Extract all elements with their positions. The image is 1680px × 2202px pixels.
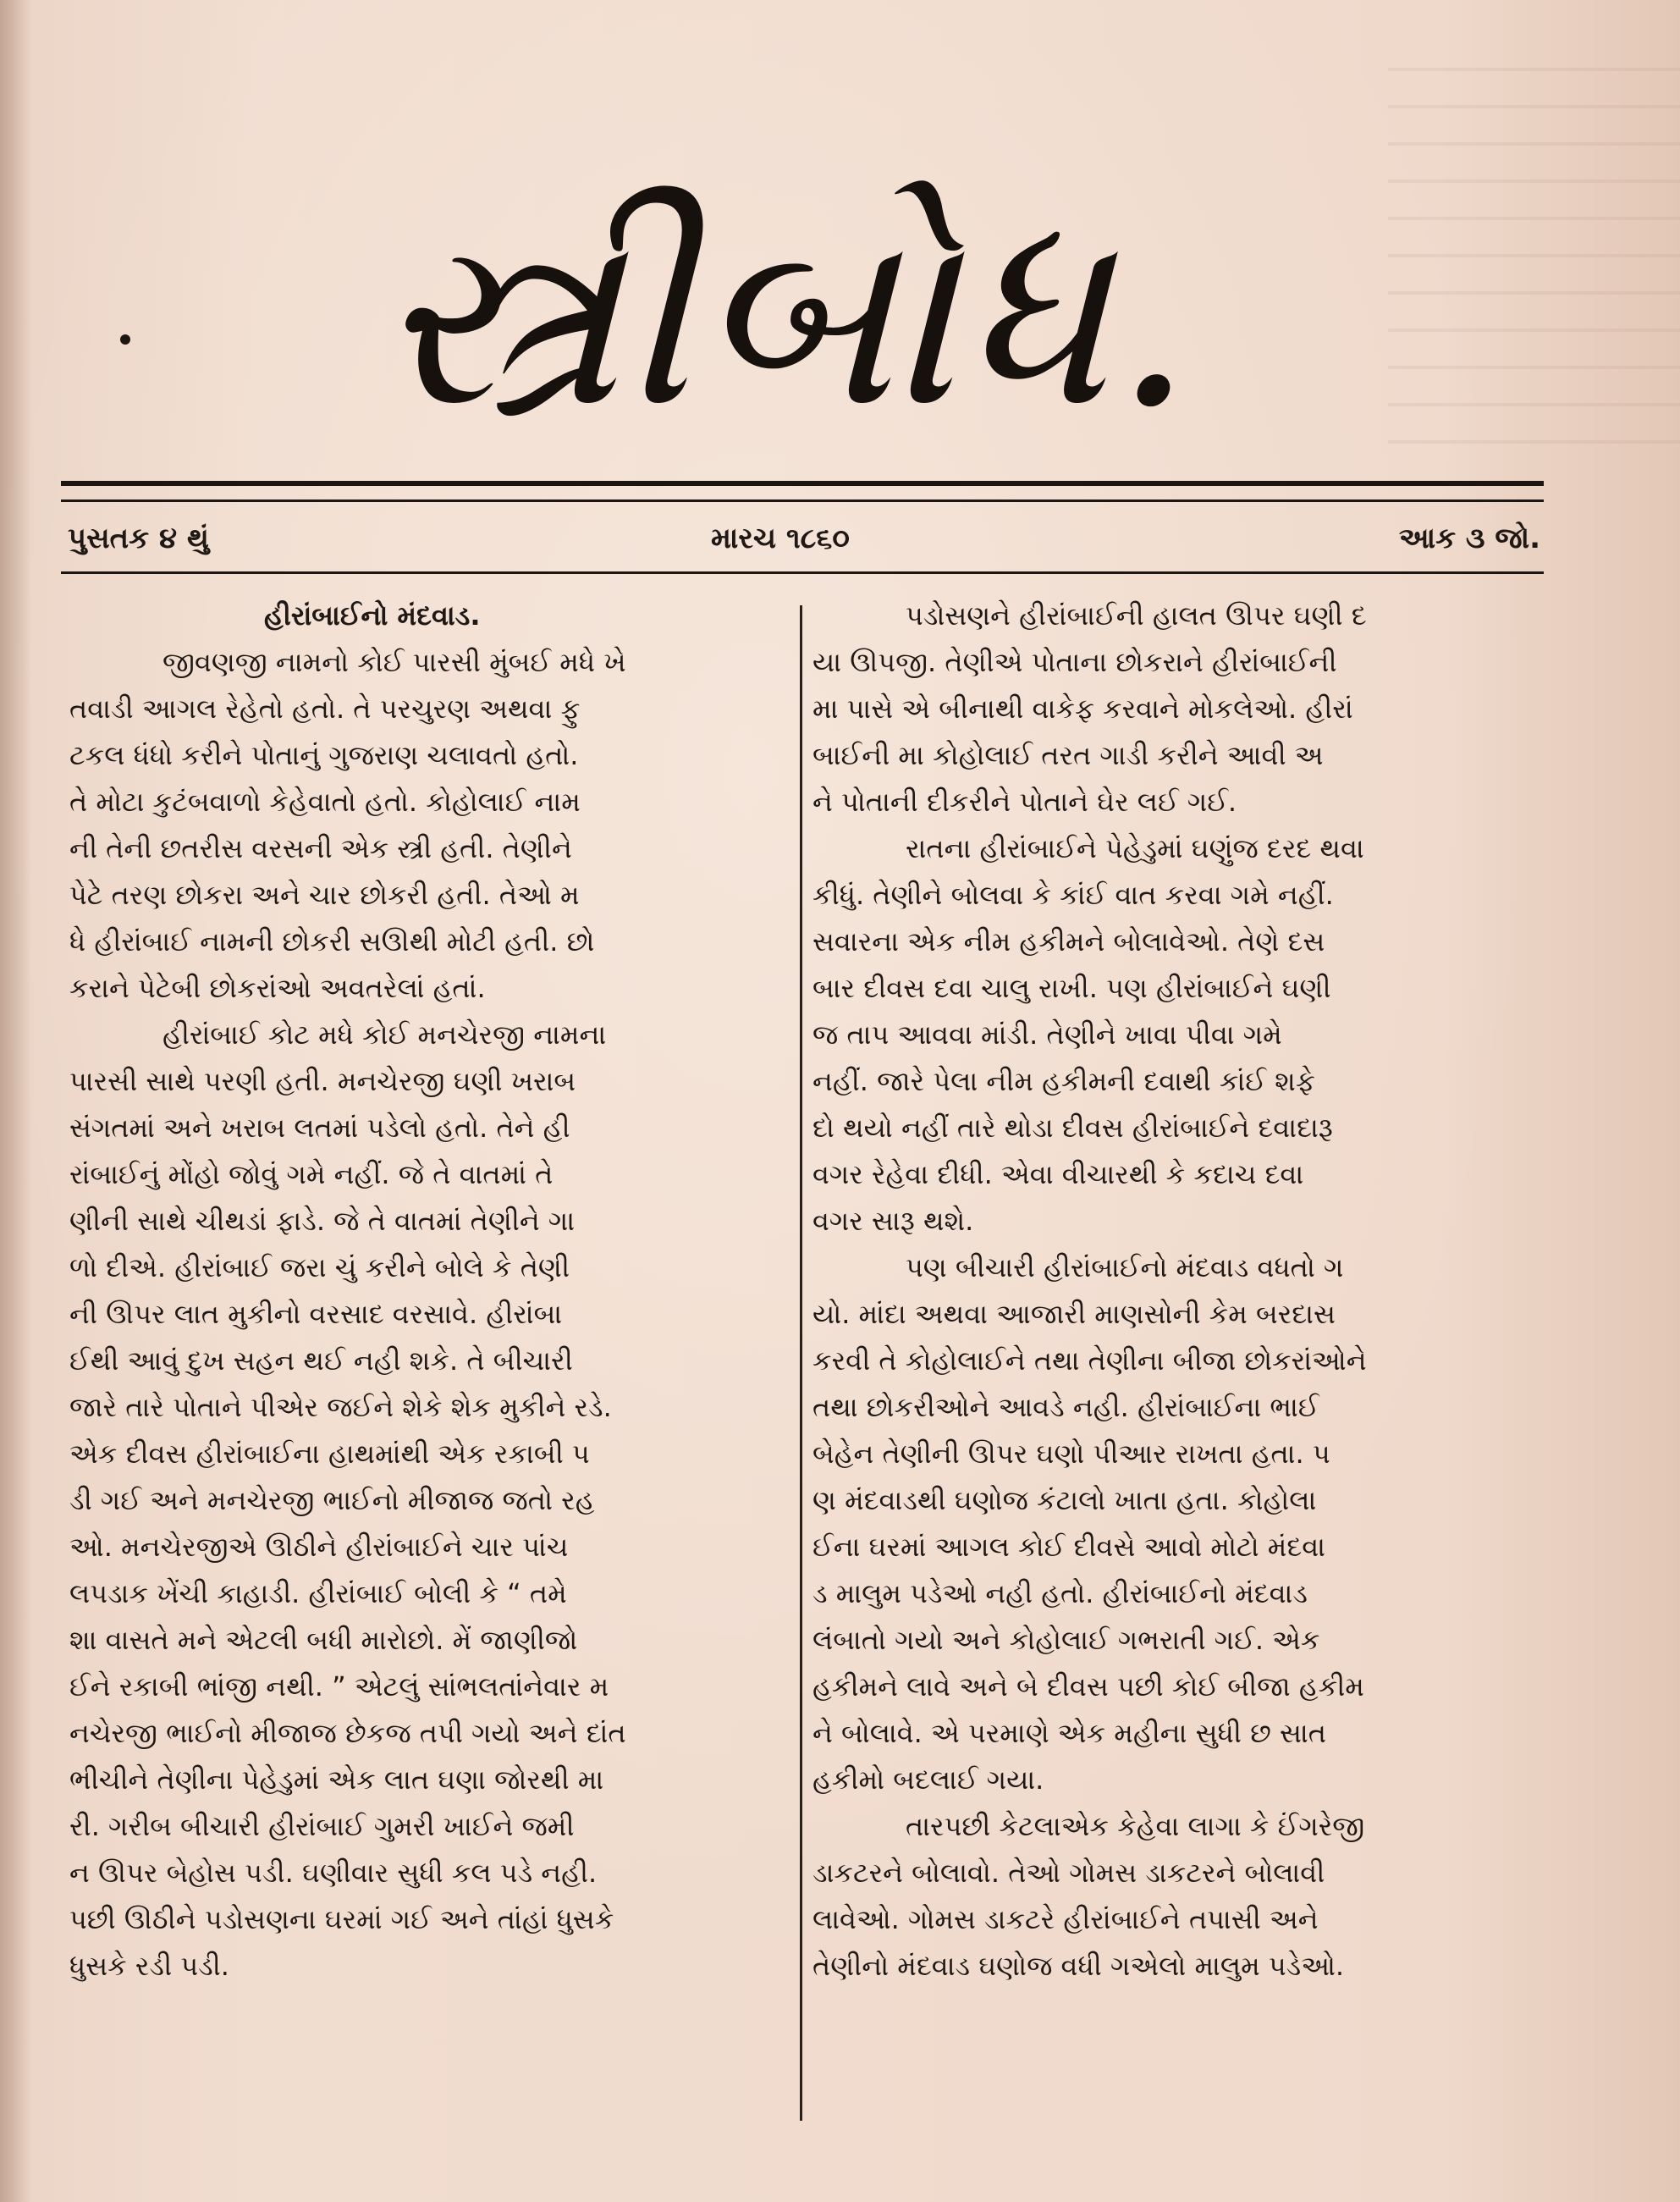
text-line: હકીમને લાવે અને બે દીવસ પછી કોઈ બીજા હકીમ [812, 1670, 1364, 1703]
show-through-text [1388, 68, 1680, 457]
text-line: નચેરજી ભાઈનો મીજાજ છેકજ તપી ગયો અને દાંત [69, 1717, 626, 1749]
text-line: લંબાતો ગયો અને કોહોલાઈ ગભરાતી ગઈ. એક [812, 1624, 1320, 1656]
text-line: કરાને પેટેબી છોકરાંઓ અવતરેલાં હતાં. [69, 972, 486, 1004]
issue-date: મારચ ૧૮૬૦ [711, 522, 850, 555]
text-line: ઈથી આવું દુખ સહન થઈ નહી શકે. તે બીચારી [69, 1344, 573, 1377]
text-line: પછી ઊઠીને પડોસણના ઘરમાં ગઈ અને તાંહાં ધુસકે [69, 1903, 614, 1935]
text-line: પેટે તરણ છોકરા અને ચાર છોકરી હતી. તેઓ મ [69, 879, 580, 911]
text-line: સવારના એક નીમ હકીમને બોલાવેઓ. તેણે દસ [812, 925, 1325, 958]
header-rule-thin [61, 499, 1544, 502]
text-line: શા વાસતે મને એટલી બધી મારોછો. મેં જાણીજો [69, 1624, 578, 1656]
text-line: સંગતમાં અને ખરાબ લતમાં પડેલો હતો. તેને હી [69, 1112, 570, 1144]
text-line: યા ઊપજી. તેણીએ પોતાના છોકરાને હીરાંબાઈની [812, 646, 1337, 678]
text-line: પણ બીચારી હીરાંબાઈનો મંદવાડ વધતો ગ [906, 1251, 1344, 1283]
text-line: ટકલ ધંધો કરીને પોતાનું ગુજરાણ ચલાવતો હતો. [69, 739, 579, 771]
text-line: નહીં. જારે પેલા નીમ હકીમની દવાથી કાંઈ શફે [812, 1065, 1315, 1097]
text-line: રાતના હીરાંબાઈને પેહેડુમાં ઘણુંજ દરદ થવા [906, 832, 1364, 864]
text-line: મા પાસે એ બીનાથી વાકેફ કરવાને મોકલેઓ. હીરાં [812, 693, 1353, 725]
text-line: ભીચીને તેણીના પેહેડુમાં એક લાત ઘણા જોરથી મા [69, 1763, 604, 1796]
text-line: યો. માંદા અથવા આજારી માણસોની કેમ બરદાસ [812, 1298, 1336, 1330]
text-line: કીધું. તેણીને બોલવા કે કાંઈ વાત કરવા ગમે નહીં. [812, 879, 1334, 911]
text-line: ની તેની છતરીસ વરસની એક સ્ત્રી હતી. તેણીને [69, 832, 572, 864]
text-line: ને બોલાવે. એ પરમાણે એક મહીના સુધી છ સાત [812, 1717, 1326, 1749]
text-line: બાર દીવસ દવા ચાલુ રાખી. પણ હીરાંબાઈને ઘણી [812, 972, 1331, 1004]
text-line: તારપછી કેટલાએક કેહેવા લાગા કે ઈંગરેજી [906, 1810, 1365, 1842]
text-line: ધે હીરાંબાઈ નામની છોકરી સઊથી મોટી હતી. છો [69, 925, 595, 958]
issue-number: આક ૩ જો. [1398, 522, 1540, 555]
text-line: ઈના ઘરમાં આગલ કોઈ દીવસે આવો મોટો મંદવા [812, 1531, 1326, 1563]
article-title: હીરાંબાઈનો મંદવાડ. [264, 599, 481, 632]
issue-info-row [68, 516, 1540, 560]
text-line: રાંબાઈનું મોંહો જોવું ગમે નહીં. જે તે વાતમાં તે [69, 1158, 554, 1190]
text-line: ડાકટરને બોલાવો. તેઓ ગોમસ ડાકટરને બોલાવી [812, 1857, 1325, 1889]
column-divider [800, 605, 802, 2121]
text-line: જીવણજી નામનો કોઈ પારસી મુંબઈ મધે ખે [162, 646, 626, 678]
text-line: તવાડી આગલ રેહેતો હતો. તે પરચુરણ અથવા ફુ [69, 693, 581, 725]
masthead-title: સ્ત્રીબોધ. [376, 174, 1198, 461]
text-line: ણીની સાથે ચીથડાં ફાડે. જે તે વાતમાં તેણીને ગા [69, 1205, 576, 1237]
text-line: બાઈની મા કોહોલાઈ તરત ગાડી કરીને આવી અ [812, 739, 1324, 771]
text-line: ડ માલુમ પડેઓ નહી હતો. હીરાંબાઈનો મંદવાડ [812, 1577, 1308, 1609]
text-line: વગર રેહેવા દીધી. એવા વીચારથી કે કદાચ દવા [812, 1158, 1304, 1190]
text-line: તે મોટા કુટંબવાળો કેહેવાતો હતો. કોહોલાઈ નામ [69, 786, 581, 818]
text-line: કરવી તે કોહોલાઈને તથા તેણીના બીજા છોકરાંઓને [812, 1344, 1367, 1377]
text-line: દો થયો નહીં તારે થોડા દીવસ હીરાંબાઈને દવાદારૂ [812, 1112, 1333, 1144]
text-line: તેણીનો મંદવાડ ઘણોજ વધી ગએલો માલુમ પડેઓ. [812, 1950, 1345, 1982]
text-line: ઈને રકાબી ભાંજી નથી. ” એટલું સાંભલતાંનેવાર મ [69, 1670, 609, 1703]
text-line: જ તાપ આવવા માંડી. તેણીને ખાવા પીવા ગમે [812, 1018, 1282, 1051]
text-line: ણ મંદવાડથી ઘણોજ કંટાલો ખાતા હતા. કોહોલા [812, 1484, 1317, 1516]
header-rule-bottom [61, 571, 1544, 574]
text-line: ઓ. મનચેરજીએ ઊઠીને હીરાંબાઈને ચાર પાંચ [69, 1531, 569, 1563]
text-line: બેહેન તેણીની ઊપર ઘણો પીઆર રાખતા હતા. પ [812, 1438, 1330, 1470]
text-line: જારે તારે પોતાને પીએર જઈને શેકે શેક મુકીને રડે. [69, 1391, 612, 1423]
volume-label: પુસતક ૪ થું [68, 522, 209, 555]
text-line: ળો દીએ. હીરાંબાઈ જરા ચું કરીને બોલે કે તેણી [69, 1251, 570, 1283]
text-line: હીરાંબાઈ કોટ મધે કોઈ મનચેરજી નામના [162, 1018, 607, 1051]
text-line: લપડાક ખેંચી કાહાડી. હીરાંબાઈ બોલી કે “ તમે [69, 1577, 567, 1609]
header-rule-thick [61, 481, 1544, 486]
masthead-ornament-dot [120, 334, 130, 345]
text-line: વગર સારૂ થશે. [812, 1205, 974, 1237]
text-line: તથા છોકરીઓને આવડે નહી. હીરાંબાઈના ભાઈ [812, 1391, 1319, 1423]
text-line: રી. ગરીબ બીચારી હીરાંબાઈ ગુમરી ખાઈને જમી [69, 1810, 575, 1842]
text-line: ધુસકે રડી પડી. [69, 1950, 229, 1982]
text-line: હકીમો બદલાઈ ગયા. [812, 1763, 1044, 1796]
text-line: ન ઊપર બેહોસ પડી. ઘણીવાર સુધી કલ પડે નહી. [69, 1857, 598, 1889]
text-line: ની ઊપર લાત મુકીનો વરસાદ વરસાવે. હીરાંબા [69, 1298, 563, 1330]
spine-shadow [0, 0, 30, 2202]
right-column [812, 593, 1540, 1990]
left-column [69, 593, 789, 1990]
text-line: ને પોતાની દીકરીને પોતાને ઘેર લઈ ગઈ. [812, 786, 1237, 818]
text-line: પારસી સાથે પરણી હતી. મનચેરજી ઘણી ખરાબ [69, 1065, 576, 1097]
text-line: પડોસણને હીરાંબાઈની હાલત ઊપર ઘણી દ [906, 599, 1367, 632]
text-line: ડી ગઈ અને મનચેરજી ભાઈનો મીજાજ જતો રહ [69, 1484, 595, 1516]
text-line: લાવેઓ. ગોમસ ડાકટરે હીરાંબાઈને તપાસી અને [812, 1903, 1319, 1935]
text-line: એક દીવસ હીરાંબાઈના હાથમાંથી એક રકાબી પ [69, 1438, 590, 1470]
